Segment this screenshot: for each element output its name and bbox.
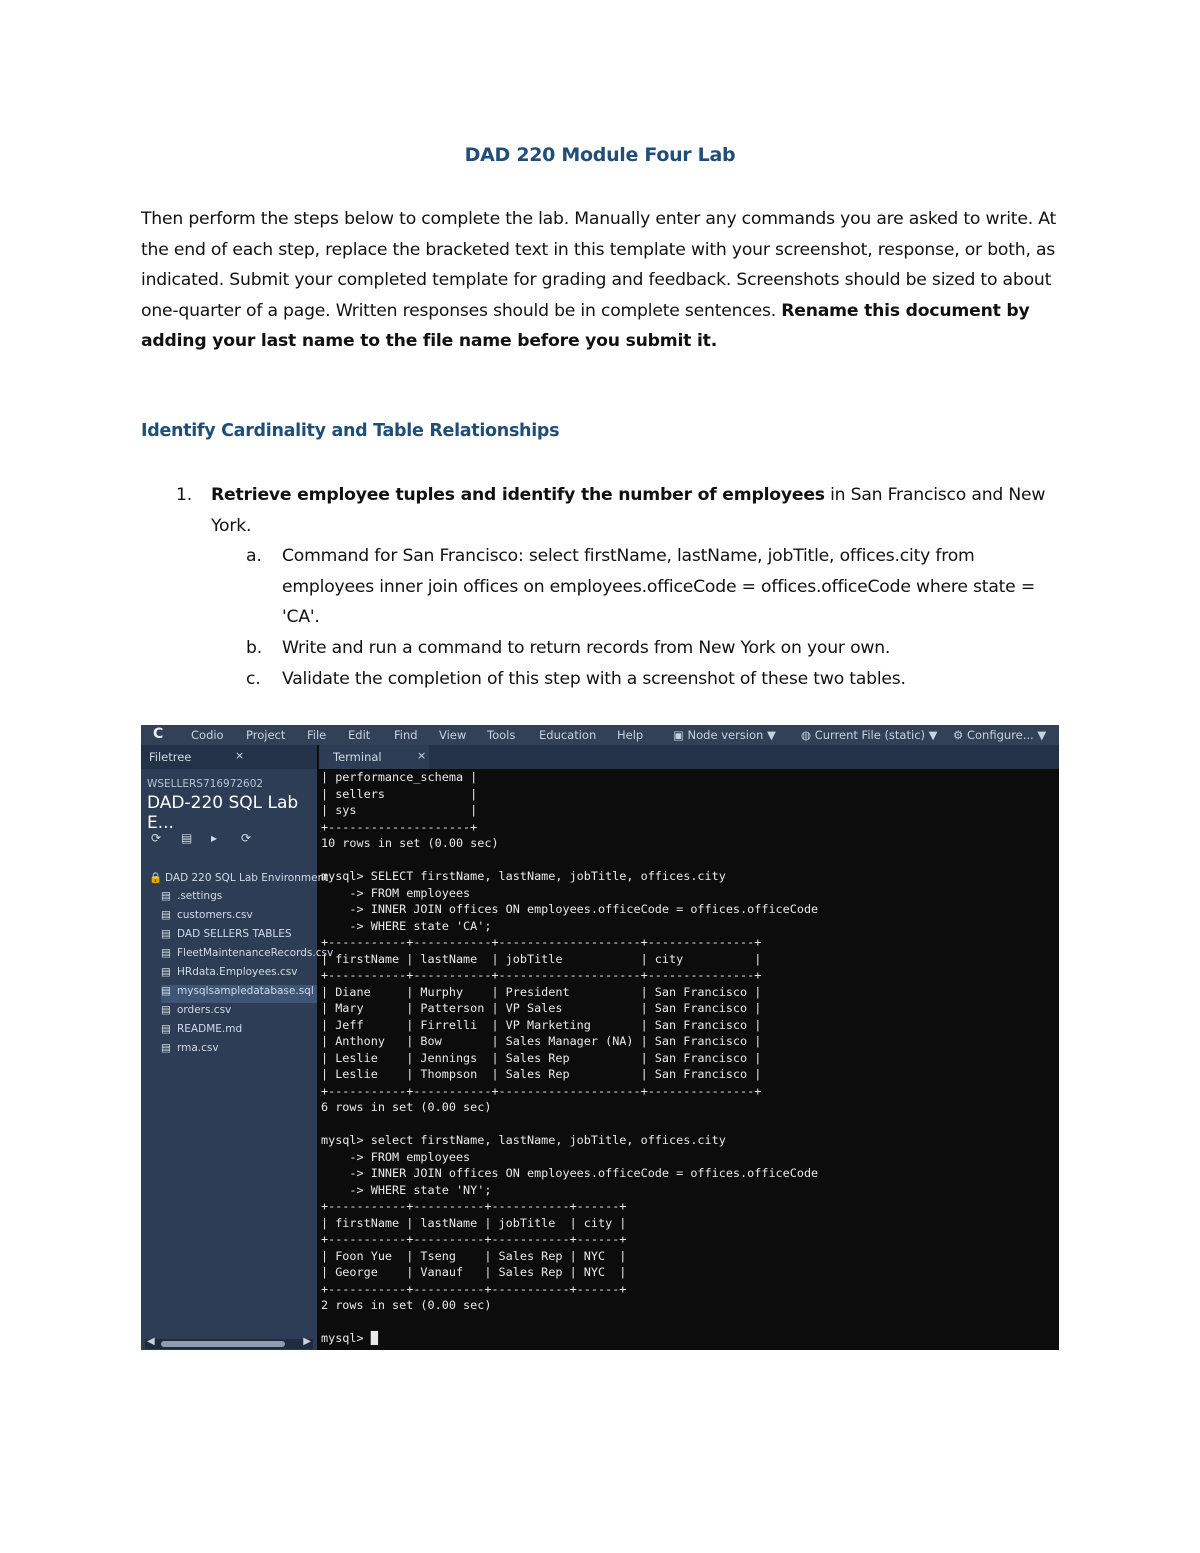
filetree-tab[interactable] xyxy=(141,745,317,769)
terminal-line: mysql> █ xyxy=(321,1331,378,1345)
filetree-tab-label: Filetree xyxy=(149,750,192,764)
tree-file[interactable] xyxy=(161,890,317,908)
sub-item-text: Write and run a command to return records from New York on your own. xyxy=(282,638,891,658)
terminal-line: | Diane | Murphy | President | San Francisco | xyxy=(321,984,762,999)
node-version-label: Node version xyxy=(687,728,764,742)
step-bold-text: Retrieve employee tuples and identify the number of employees xyxy=(211,485,825,505)
tree-file[interactable] xyxy=(161,947,334,965)
gear-icon: ⚙ xyxy=(953,728,967,742)
terminal-line: | performance_schema | xyxy=(321,770,478,784)
codio-screenshot xyxy=(141,725,1059,1350)
file-icon: ▤ xyxy=(161,909,171,921)
sub-item-label: a. xyxy=(246,546,262,566)
terminal-line: 2 rows in set (0.00 sec) xyxy=(321,1298,492,1312)
terminal-line: | firstName | lastName | jobTitle | city | xyxy=(321,1215,627,1230)
collapse-icon[interactable]: ▤ xyxy=(181,831,193,845)
section-heading: Identify Cardinality and Table Relationships xyxy=(141,421,560,441)
terminal-line: mysql> select firstName, lastName, jobTitle, offices.city xyxy=(321,1133,726,1147)
sub-item-label: b. xyxy=(246,638,262,658)
chevron-down-icon: ▼ xyxy=(763,728,776,742)
tree-file-label: rma.csv xyxy=(177,1042,219,1054)
terminal-line: +-----------+----------+-----------+------+ xyxy=(321,1199,627,1213)
tree-file-selected[interactable] xyxy=(161,985,317,1003)
terminal-line: 10 rows in set (0.00 sec) xyxy=(321,836,499,850)
menu-project[interactable]: Project xyxy=(246,728,286,742)
terminal-line: | Anthony | Bow | Sales Manager (NA) | San Francisco | xyxy=(321,1034,762,1048)
project-id: WSELLERS716972602 xyxy=(147,778,264,790)
globe-icon: ◍ xyxy=(801,728,815,742)
filetree-sidebar xyxy=(141,745,334,1350)
tree-file[interactable] xyxy=(161,1023,317,1041)
tree-file-label: .settings xyxy=(177,890,223,902)
tree-file[interactable] xyxy=(161,1042,317,1060)
terminal-line: | Leslie | Thompson | Sales Rep | San Francisco | xyxy=(321,1067,762,1081)
file-icon: ▤ xyxy=(161,966,171,978)
sync-icon[interactable]: ⟳ xyxy=(241,831,252,845)
file-icon: ▤ xyxy=(161,928,171,940)
tree-root-label: DAD 220 SQL Lab Environment xyxy=(165,872,329,884)
chevron-down-icon: ▼ xyxy=(1033,728,1047,742)
tree-file-label: HRdata.Employees.csv xyxy=(177,966,298,978)
file-icon: ▤ xyxy=(161,890,171,902)
filetree-toolbar xyxy=(151,831,271,845)
tree-file-label: FleetMaintenanceRecords.csv xyxy=(177,947,334,959)
terminal-tab[interactable] xyxy=(319,745,429,769)
file-icon: ▤ xyxy=(161,947,171,959)
lock-icon: 🔒 xyxy=(149,872,163,884)
tree-file-label: DAD SELLERS TABLES xyxy=(177,928,292,940)
intro-paragraph xyxy=(141,204,1071,357)
menu-help[interactable]: Help xyxy=(617,728,644,742)
intro-text: Then perform the steps below to complete the lab. Manually enter any commands you are asked to write. At the end of each step, replace the bracketed text in this template with your screenshot, response, or both, as indicated. Submit your completed template for grading and feedback. Screenshots should be sized to about one-quarter of a page. Written responses should be in complete sentences. xyxy=(141,209,1057,321)
terminal-line: | sys | xyxy=(321,803,478,817)
terminal-line: -> INNER JOIN offices ON employees.officeCode = offices.officeCode xyxy=(321,1166,819,1180)
terminal-line: | George | Vanauf | Sales Rep | NYC | xyxy=(321,1265,627,1279)
current-file-label: Current File (static) xyxy=(814,728,925,742)
terminal-line xyxy=(321,1116,1057,1133)
chevron-down-icon: ▼ xyxy=(925,728,938,742)
menu-find[interactable]: Find xyxy=(394,728,418,742)
terminal-line: 6 rows in set (0.00 sec) xyxy=(321,1100,492,1114)
file-icon: ▤ xyxy=(161,1042,171,1054)
file-icon: ▤ xyxy=(161,1023,171,1035)
terminal-line xyxy=(321,852,1057,869)
tree-file[interactable] xyxy=(161,966,317,984)
intro-bold-instruction: Rename this document by adding your last name to the file name before you submit it. xyxy=(141,300,1030,352)
close-icon[interactable]: × xyxy=(235,749,245,762)
terminal-line: +--------------------+ xyxy=(321,819,478,834)
terminal-icon: ▣ xyxy=(673,728,688,742)
menu-tools[interactable]: Tools xyxy=(487,728,516,742)
terminal-line: -> FROM employees xyxy=(321,1149,471,1164)
menu-education[interactable]: Education xyxy=(539,728,597,742)
terminal-line: mysql> SELECT firstName, lastName, jobTitle, offices.city xyxy=(321,869,726,883)
sub-item-text: Validate the completion of this step with a screenshot of these two tables. xyxy=(282,669,906,689)
ide-menubar xyxy=(141,725,1059,745)
terminal-line: +-----------+-----------+--------------------+---------------+ xyxy=(321,1083,762,1098)
menu-file[interactable]: File xyxy=(307,728,327,742)
terminal-line: | Leslie | Jennings | Sales Rep | San Francisco | xyxy=(321,1050,762,1065)
terminal-line xyxy=(321,1314,1057,1331)
step-text xyxy=(211,480,1051,541)
tree-root-folder[interactable] xyxy=(149,871,329,889)
menu-edit[interactable]: Edit xyxy=(348,728,371,742)
terminal-line: | sellers | xyxy=(321,786,478,801)
terminal-line: -> FROM employees xyxy=(321,885,471,900)
step-rest-text: in San Francisco and New York. xyxy=(211,485,1046,536)
current-file-dropdown[interactable] xyxy=(801,728,938,742)
tree-file-label: mysqlsampledatabase.sql xyxy=(177,985,314,997)
terminal-line: | Jeff | Firrelli | VP Marketing | San Francisco | xyxy=(321,1017,762,1032)
terminal-line: -> WHERE state 'CA'; xyxy=(321,918,492,933)
terminal-tabbar xyxy=(319,745,1059,769)
close-icon[interactable]: × xyxy=(417,749,427,762)
terminal-tab-label: Terminal xyxy=(333,750,382,764)
node-version-dropdown[interactable] xyxy=(673,728,776,742)
terminal-line: | Foon Yue | Tseng | Sales Rep | NYC | xyxy=(321,1248,627,1263)
terminal-line: +-----------+----------+-----------+------+ xyxy=(321,1232,627,1246)
configure-dropdown[interactable] xyxy=(953,728,1046,742)
tree-file-label: customers.csv xyxy=(177,909,253,921)
terminal-line: +-----------+-----------+--------------------+---------------+ xyxy=(321,935,762,949)
file-icon: ▤ xyxy=(161,1004,171,1016)
tree-file[interactable] xyxy=(161,928,317,946)
refresh-icon[interactable]: ⟳ xyxy=(151,831,162,845)
codio-logo-icon: C xyxy=(153,726,164,742)
configure-label: Configure... xyxy=(966,728,1034,742)
terminal-line: +-----------+----------+-----------+------+ xyxy=(321,1281,627,1296)
expand-icon[interactable]: ▸ xyxy=(211,831,218,845)
scroll-left-icon[interactable]: ◀ xyxy=(147,1336,155,1347)
scroll-right-icon[interactable]: ▶ xyxy=(303,1336,311,1347)
scrollbar-thumb[interactable] xyxy=(161,1341,285,1347)
file-icon: ▤ xyxy=(161,985,171,997)
terminal-line: +-----------+-----------+--------------------+---------------+ xyxy=(321,968,762,982)
project-name: DAD-220 SQL Lab E... xyxy=(147,793,299,833)
step-number: 1. xyxy=(176,485,192,505)
terminal-line: -> WHERE state 'NY'; xyxy=(321,1182,492,1197)
terminal-output[interactable] xyxy=(321,769,1057,1350)
menu-view[interactable]: View xyxy=(439,728,467,742)
tree-file-label: orders.csv xyxy=(177,1004,232,1016)
tree-file[interactable] xyxy=(161,909,317,927)
terminal-line: | firstName | lastName | jobTitle | city | xyxy=(321,951,762,966)
document-title: DAD 220 Module Four Lab xyxy=(464,144,736,166)
sub-item-label: c. xyxy=(246,669,261,689)
terminal-line: -> INNER JOIN offices ON employees.officeCode = offices.officeCode xyxy=(321,902,819,916)
horizontal-scrollbar[interactable] xyxy=(145,1336,313,1349)
menu-codio[interactable]: Codio xyxy=(191,728,224,742)
tree-file-label: README.md xyxy=(177,1023,243,1035)
sub-item-text: Command for San Francisco: select firstName, lastName, jobTitle, offices.city from employees inner join offices on employees.officeCode = offices.officeCode where state = 'CA'. xyxy=(282,546,1036,628)
tree-file[interactable] xyxy=(161,1004,317,1022)
terminal-line: | Mary | Patterson | VP Sales | San Francisco | xyxy=(321,1001,762,1015)
